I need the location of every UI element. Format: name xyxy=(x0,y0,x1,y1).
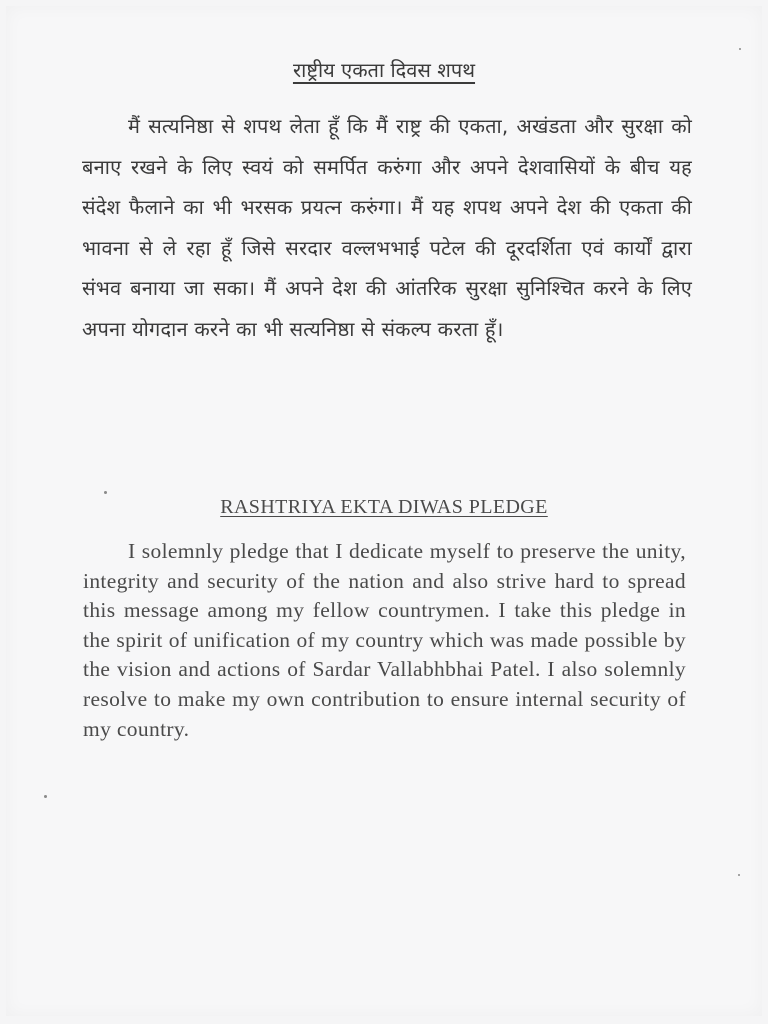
english-pledge-text: I solemnly pledge that I dedicate myself to preserve the unity, integrity and security of the nation and also strive hard to spread this message among my fellow countrymen. I take this pledge in the spirit of unification of my country which was made possible by the vision and actions of Sardar Vallabhbhai Patel. I also solemnly resolve to make my own contribution to ensure internal security of my country. xyxy=(83,539,686,741)
scan-speck xyxy=(739,48,741,50)
hindi-pledge-text: मैं सत्यनिष्ठा से शपथ लेता हूँ कि मैं राष्ट्र की एकता, अखंडता और सुरक्षा को बनाए रखने के लिए स्वयं को समर्पित करुंगा और अपने देशवासियों के बीच यह संदेश फैलाने का भी भरसक प्रयत्न करुंगा। मैं यह शपथ अपने देश की एकता की भावना से ले रहा हूँ जिसे सरदार वल्लभभाई पटेल की दूरदर्शिता एवं कार्यों द्वारा संभव बनाया जा सका। मैं अपने देश की आंतरिक सुरक्षा सुनिश्चित करने के लिए अपना योगदान करने का भी सत्यनिष्ठा से संकल्प करता हूँ। xyxy=(82,114,692,341)
scan-speck xyxy=(44,795,47,798)
english-pledge-title-text: RASHTRIYA EKTA DIWAS PLEDGE xyxy=(220,496,548,518)
hindi-pledge-title xyxy=(0,56,768,83)
scan-speck xyxy=(738,874,740,876)
english-pledge-title xyxy=(0,496,768,519)
hindi-pledge-title-text: राष्ट्रीय एकता दिवस शपथ xyxy=(292,58,476,82)
scan-speck xyxy=(104,491,107,494)
